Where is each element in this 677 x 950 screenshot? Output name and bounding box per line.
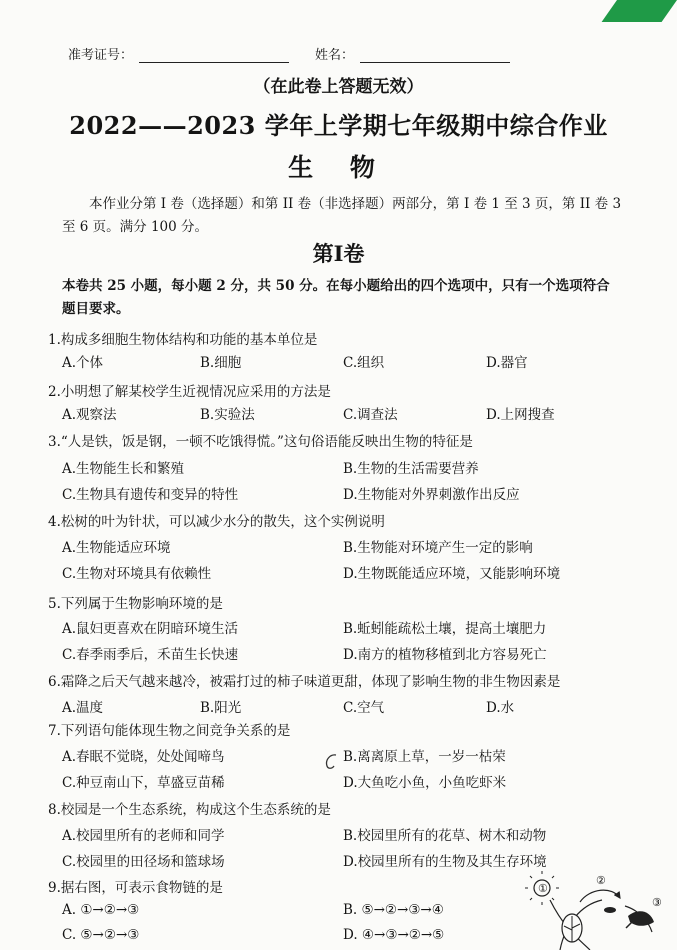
question-stem: 2.小明想了解某校学生近视情况应采用的方法是 [48, 384, 331, 400]
option-c[interactable]: C.调查法 [343, 407, 398, 423]
food-web-diagram [520, 870, 677, 950]
question-stem: 6.霜降之后天气越来越冷，被霜打过的柿子味道更甜，体现了影响生物的非生物因素是 [48, 674, 561, 690]
section-instructions: 本卷共 25 小题，每小题 2 分，共 50 分。在每小题给出的四个选项中，只有一个选项符合题目要求。 [62, 278, 610, 317]
option-c[interactable]: C.春季雨季后，禾苗生长快速 [62, 647, 239, 663]
exam-title: 2022——2023 学年上学期七年级期中综合作业 [69, 111, 608, 140]
option-d[interactable]: D.生物能对外界刺激作出反应 [343, 487, 520, 503]
candidate-info-line [68, 44, 510, 63]
option-a[interactable]: A.鼠妇更喜欢在阴暗环境生活 [62, 621, 239, 637]
option-d[interactable]: D. ④→③→②→⑤ [343, 927, 445, 943]
option-a[interactable]: A.个体 [62, 355, 104, 371]
green-corner-mark [602, 0, 677, 22]
option-c[interactable]: C.空气 [343, 700, 385, 716]
option-c[interactable]: C.组织 [343, 355, 385, 371]
option-b[interactable]: B.生物能对环境产生一定的影响 [343, 540, 533, 556]
question-stem: 3.“人是铁，饭是钢，一顿不吃饿得慌。”这句俗语能反映出生物的特征是 [48, 434, 473, 450]
option-d[interactable]: D.水 [486, 700, 515, 716]
option-b[interactable]: B. ⑤→②→③→④ [343, 902, 444, 918]
option-b[interactable]: B.阳光 [200, 700, 242, 716]
question-stem: 5.下列属于生物影响环境的是 [48, 596, 223, 612]
option-c[interactable]: C.生物对环境具有依赖性 [62, 566, 212, 582]
label-2: ② [596, 874, 606, 887]
volume-title: 第Ⅰ卷 [312, 241, 365, 266]
question-stem: 8.校园是一个生态系统，构成这个生态系统的是 [48, 802, 331, 818]
question-stem: 4.松树的叶为针状，可以减少水分的散失，这个实例说明 [48, 514, 385, 530]
option-b[interactable]: B.蚯蚓能疏松土壤，提高土壤肥力 [343, 621, 547, 637]
pencil-mark [322, 752, 340, 772]
option-d[interactable]: D.器官 [486, 355, 528, 371]
name-blank[interactable] [360, 50, 510, 63]
label-3: ③ [652, 896, 662, 909]
option-d[interactable]: D.大鱼吃小鱼，小鱼吃虾米 [343, 775, 507, 791]
option-a[interactable]: A.温度 [62, 700, 104, 716]
option-b[interactable]: B.生物的生活需要营养 [343, 461, 479, 477]
option-c[interactable]: C.校园里的田径场和篮球场 [62, 854, 225, 870]
option-b[interactable]: B.实验法 [200, 407, 255, 423]
question-stem: 1.构成多细胞生物体结构和功能的基本单位是 [48, 332, 318, 348]
option-b[interactable]: B.校园里所有的花草、树木和动物 [343, 828, 547, 844]
exam-id-label: 准考证号： [68, 48, 134, 63]
question-stem: 7.下列语句能体现生物之间竞争关系的是 [48, 723, 291, 739]
option-b[interactable]: B.细胞 [200, 355, 242, 371]
plant-icon [562, 914, 582, 942]
option-a[interactable]: A.生物能生长和繁殖 [62, 461, 185, 477]
insect-icon [604, 907, 616, 913]
option-c[interactable]: C. ⑤→②→③ [62, 927, 140, 943]
option-d[interactable]: D.上网搜查 [486, 407, 555, 423]
label-1: ① [538, 882, 548, 895]
subject-title: 生 物 [288, 153, 389, 182]
option-d[interactable]: D.南方的植物移植到北方容易死亡 [343, 647, 547, 663]
option-b[interactable]: B.离离原上草，一岁一枯荣 [343, 749, 506, 765]
option-a[interactable]: A. ①→②→③ [62, 902, 140, 918]
option-c[interactable]: C.生物具有遗传和变异的特性 [62, 487, 239, 503]
intro-paragraph: 本作业分第 I 卷（选择题）和第 II 卷（非选择题）两部分，第 I 卷 1 至 3 页，第 II 卷 3 至 6 页。满分 100 分。 [62, 196, 622, 235]
question-stem: 9.据右图，可表示食物链的是 [48, 880, 223, 896]
void-note: （在此卷上答题无效） [253, 77, 424, 97]
option-d[interactable]: D.校园里所有的生物及其生存环境 [343, 854, 547, 870]
option-a[interactable]: A.观察法 [62, 407, 117, 423]
option-a[interactable]: A.春眠不觉晓，处处闻啼鸟 [62, 749, 225, 765]
option-c[interactable]: C.种豆南山下，草盛豆苗稀 [62, 775, 225, 791]
option-d[interactable]: D.生物既能适应环境，又能影响环境 [343, 566, 561, 582]
option-a[interactable]: A.生物能适应环境 [62, 540, 171, 556]
name-label: 姓名： [315, 48, 355, 63]
option-a[interactable]: A.校园里所有的老师和同学 [62, 828, 225, 844]
exam-id-blank[interactable] [139, 50, 289, 63]
